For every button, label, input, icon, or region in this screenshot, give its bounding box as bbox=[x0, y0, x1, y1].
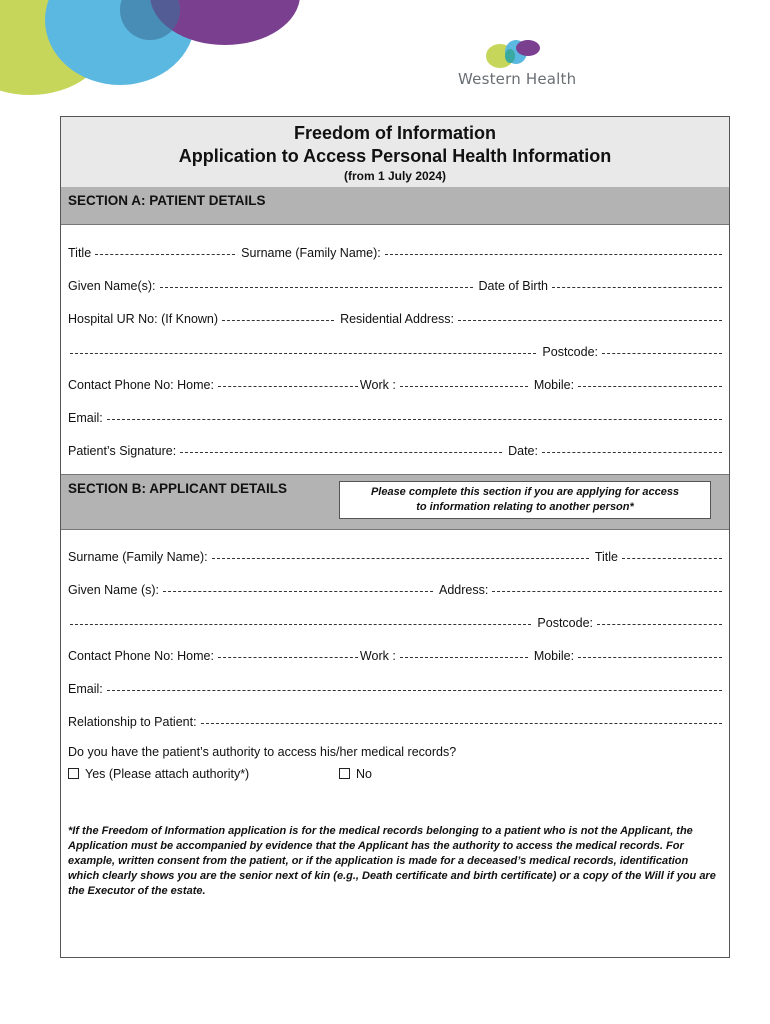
applicant-phone-work-label: Work : bbox=[359, 649, 396, 663]
applicant-title-label: Title bbox=[594, 550, 618, 564]
patient-surname-label: Surname (Family Name): bbox=[241, 246, 381, 260]
patient-phone-home-field[interactable] bbox=[218, 386, 358, 387]
signature-date-field[interactable] bbox=[542, 452, 722, 453]
patient-given-names-field[interactable] bbox=[160, 287, 473, 288]
authority-question: Do you have the patient’s authority to access his/her medical records? bbox=[68, 745, 457, 759]
section-a-title: SECTION A: PATIENT DETAILS bbox=[68, 193, 266, 208]
form-title: Freedom of Information bbox=[294, 123, 496, 143]
patient-phone-home-label: Contact Phone No: Home: bbox=[68, 378, 214, 392]
form-effective-date: (from 1 July 2024) bbox=[343, 169, 447, 183]
authority-yes-label: Yes (Please attach authority*) bbox=[85, 767, 250, 781]
authority-yes-option[interactable] bbox=[68, 767, 249, 781]
patient-phone-work-label: Work : bbox=[359, 378, 396, 392]
section-b-header bbox=[61, 474, 729, 530]
applicant-given-name-field[interactable] bbox=[163, 591, 433, 592]
logo-text: Western Health bbox=[458, 70, 577, 88]
hospital-ur-field[interactable] bbox=[222, 320, 334, 321]
patient-mobile-field[interactable] bbox=[578, 386, 722, 387]
patient-postcode-row bbox=[68, 343, 724, 361]
patient-phone-work-field[interactable] bbox=[400, 386, 528, 387]
applicant-postcode-row bbox=[68, 614, 724, 632]
residential-address-line2-field[interactable] bbox=[70, 353, 536, 354]
patient-postcode-field[interactable] bbox=[602, 353, 722, 354]
patient-surname-field[interactable] bbox=[385, 254, 722, 255]
authority-no-option[interactable] bbox=[339, 767, 372, 781]
patient-signature-field[interactable] bbox=[180, 452, 502, 453]
section-b-note-line1: Please complete this section if you are applying for access bbox=[370, 486, 680, 498]
applicant-surname-field[interactable] bbox=[212, 558, 589, 559]
applicant-address-label: Address: bbox=[439, 583, 489, 597]
patient-title-label: Title bbox=[68, 246, 92, 260]
applicant-given-name-label: Given Name (s): bbox=[68, 583, 159, 597]
patient-dob-field[interactable] bbox=[552, 287, 722, 288]
signature-date-label: Date: bbox=[508, 444, 538, 458]
patient-mobile-label: Mobile: bbox=[533, 378, 575, 392]
corner-decoration bbox=[0, 0, 300, 100]
patient-ur-address-row bbox=[68, 310, 724, 328]
residential-address-label: Residential Address: bbox=[340, 312, 455, 326]
patient-email-field[interactable] bbox=[107, 419, 722, 420]
applicant-title-field[interactable] bbox=[622, 558, 722, 559]
form-subtitle: Application to Access Personal Health Information bbox=[178, 146, 612, 166]
patient-email-row bbox=[68, 409, 724, 427]
patient-signature-row bbox=[68, 442, 724, 460]
applicant-mobile-field[interactable] bbox=[578, 657, 722, 658]
applicant-postcode-field[interactable] bbox=[597, 624, 722, 625]
applicant-phone-home-label: Contact Phone No: Home: bbox=[68, 649, 214, 663]
applicant-phone-row bbox=[68, 647, 724, 665]
foi-application-form bbox=[60, 116, 730, 958]
applicant-mobile-label: Mobile: bbox=[533, 649, 575, 663]
patient-email-label: Email: bbox=[68, 411, 103, 425]
section-b-note bbox=[339, 481, 711, 519]
applicant-email-row bbox=[68, 680, 724, 698]
relationship-row bbox=[68, 713, 724, 731]
patient-postcode-label: Postcode: bbox=[542, 345, 598, 359]
authority-yes-checkbox[interactable] bbox=[68, 768, 79, 779]
hospital-ur-label: Hospital UR No: (If Known) bbox=[68, 312, 219, 326]
applicant-surname-row bbox=[68, 548, 724, 566]
patient-phone-row bbox=[68, 376, 724, 394]
applicant-given-name-row bbox=[68, 581, 724, 599]
section-a-header bbox=[61, 187, 729, 225]
patient-given-names-label: Given Name(s): bbox=[68, 279, 156, 293]
applicant-address-field[interactable] bbox=[492, 591, 722, 592]
patient-dob-label: Date of Birth bbox=[478, 279, 548, 293]
authority-no-checkbox[interactable] bbox=[339, 768, 350, 779]
patient-title-field[interactable] bbox=[95, 254, 235, 255]
relationship-field[interactable] bbox=[201, 723, 722, 724]
relationship-label: Relationship to Patient: bbox=[68, 715, 197, 729]
section-b-note-line2: to information relating to another person* bbox=[416, 501, 634, 513]
form-title-box bbox=[61, 117, 729, 188]
patient-given-names-row bbox=[68, 277, 724, 295]
applicant-email-field[interactable] bbox=[107, 690, 722, 691]
applicant-phone-home-field[interactable] bbox=[218, 657, 358, 658]
section-b-title: SECTION B: APPLICANT DETAILS bbox=[68, 481, 287, 496]
authority-no-label: No bbox=[356, 767, 372, 781]
patient-title-surname-row bbox=[68, 244, 724, 262]
applicant-phone-work-field[interactable] bbox=[400, 657, 528, 658]
applicant-address-line2-field[interactable] bbox=[70, 624, 531, 625]
applicant-surname-label: Surname (Family Name): bbox=[68, 550, 208, 564]
authority-footnote: *If the Freedom of Information application is for the medical records belonging to a patient who is not the Applicant, the Application must be accompanied by evidence that the Applicant has the authority to access the medical records. For example, written consent from the patient, or if the application is made for a deceased’s medical records, identification which clearly shows you are the senior next of kin (e.g., Death certificate and birth certificate) or a copy of the Will if you are the Executor of the estate. bbox=[68, 825, 716, 897]
residential-address-field[interactable] bbox=[458, 320, 722, 321]
patient-signature-label: Patient’s Signature: bbox=[68, 444, 177, 458]
applicant-email-label: Email: bbox=[68, 682, 103, 696]
applicant-postcode-label: Postcode: bbox=[537, 616, 593, 630]
